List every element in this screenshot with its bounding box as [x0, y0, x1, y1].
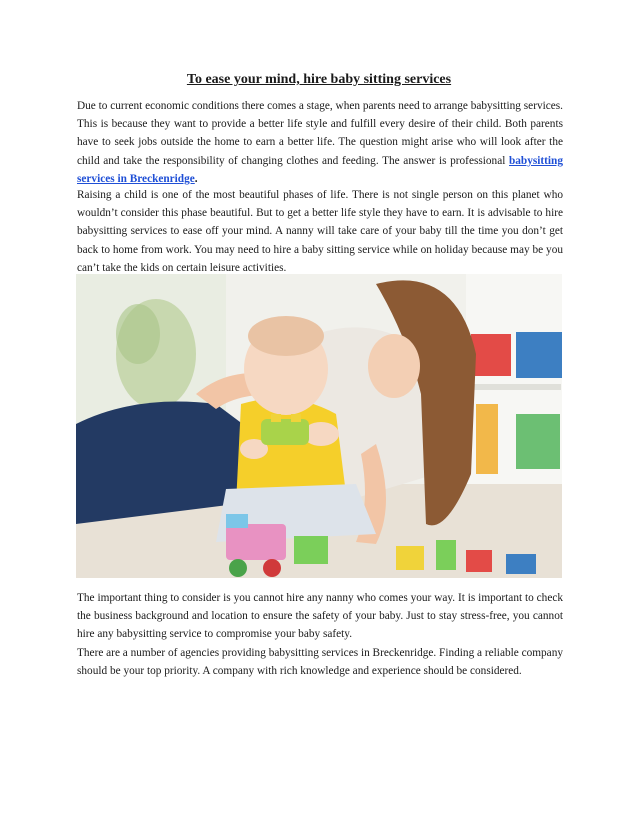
- paragraph-raising-child: Raising a child is one of the most beautiful phases of life. There is not single person on this planet who wouldn’t consider this phase beautiful. But to get a better life style they have to earn. It is advisable to hire babysitting services to ease off your mind. A nanny will take care of your baby till the time you don’t get back to home from work. You may need to hire a baby sitting service while on holiday because may be you can’t take the kids on certain leisure activities.: [77, 189, 563, 274]
- page-title: To ease your mind, hire baby sitting services: [186, 72, 452, 87]
- paragraph-agencies: There are a number of agencies providing babysitting services in Breckenridge. Finding a reliable company should be your top priority. A company with rich knowledge and experience should be considered.: [77, 647, 563, 678]
- paragraph-intro-end: .: [194, 172, 198, 185]
- nanny-with-baby-photo: [76, 274, 562, 578]
- babysitting-services-link[interactable]: babysitting services in Breckenridge: [77, 154, 563, 185]
- paragraph-intro: [77, 97, 563, 188]
- paragraph-intro-text: Due to current economic conditions there comes a stage, when parents need to arrange babysitting services. This is because they want to provide a better life style and fulfill every desire of their child. Both parents have to seek jobs outside the home to earn a better life. The question might arise who will look after the child and take the responsibility of changing clothes and feeding. The answer is professional: [77, 100, 563, 167]
- paragraph-consider: The important thing to consider is you cannot hire any nanny who comes your way. It is important to check the business background and location to ensure the safety of your baby. Just to stay stress-free, you cannot hire any babysitting service to compromise your baby safety.: [77, 592, 563, 641]
